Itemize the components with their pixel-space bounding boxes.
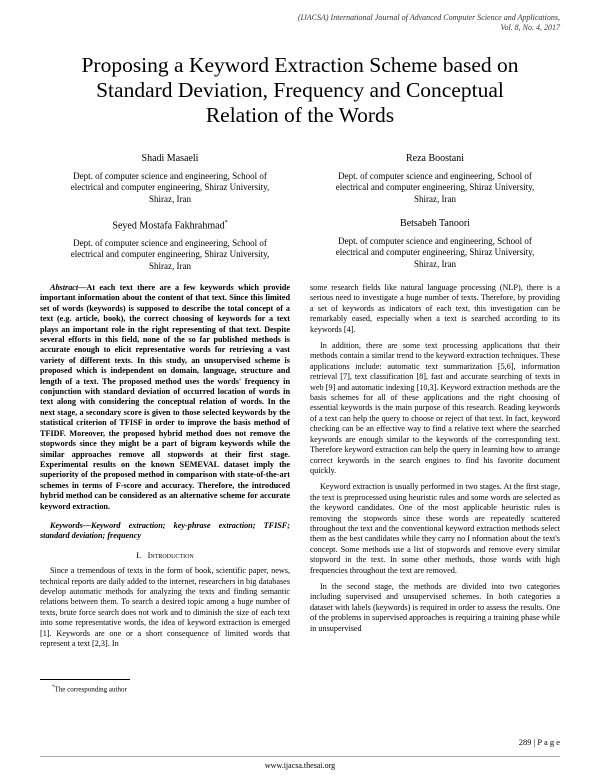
author-block-2 <box>305 153 565 205</box>
paper-title <box>40 53 560 128</box>
footnote <box>52 685 127 693</box>
journal-volume: Vol. 8, No. 4, 2017 <box>500 23 560 32</box>
journal-name: (IJACSA) International Journal of Advanced Computer Science and Applications, <box>297 13 560 22</box>
author-affiliation: electrical and computer engineering, Shiraz University, <box>335 247 535 257</box>
author-affiliation: electrical and computer engineering, Shiraz University, <box>70 182 270 192</box>
footnote-rule <box>40 679 130 680</box>
author-block-4 <box>305 218 565 270</box>
keywords-line-1: Keywords—Keyword extraction; key-phrase extraction; TFISF; <box>50 520 290 530</box>
title-line-2: Standard Deviation, Frequency and Conceptual <box>96 78 504 102</box>
title-line-3: Relation of the Words <box>205 103 395 127</box>
body-paragraph: In addition, there are some text processing applications that their methods contain a similar trend to the keyword extraction techniques. These applications include: automatic text summarization [5,6], information retrieval [7], text classification [8], fast and accurate searching of texts in web [9] and automatic indexing [10,3]. Keyword extraction methods are the basis schemes for all of these applications and the right choosing of essential keywords is the main purpose of this research. Reading keywords of a text can help the query to choose or reject of that text. In fact, keyword checking can be an effective way to find a relative text where the searched keywords are enough similar to the keywords of the corresponding text. Therefore keyword extraction can help the query in learning how to arrange correct keywords in the search engines to find his favorite document quickly. <box>310 341 560 475</box>
title-line-1: Proposing a Keyword Extraction Scheme based on <box>81 53 519 77</box>
body-paragraph: some research fields like natural language processing (NLP), there is a serious need to investigate a huge number of texts. Therefore, by providing a set of keywords as indicators of each text, this investigation can be remarkably eased, especially when a text is searched according to its keywords [4]. <box>310 283 560 334</box>
footnote-mark: * <box>52 685 55 690</box>
author-affiliation: electrical and computer engineering, Shiraz University, <box>335 182 535 192</box>
journal-url: www.ijacsa.thesai.org <box>264 761 336 770</box>
author-block-1 <box>40 153 300 205</box>
journal-header <box>298 13 560 33</box>
body-paragraph: Keyword extraction is usually performed in two stages. At the first stage, the text is preprocessed using heuristic rules and some words are selected as the keyword candidates. One of the most applicable heuristic rules is removing the stopwords since these words are repeatedly scattered throughout the text and the conventional keyword extraction methods select them as the best candidates while they carry no I nformation about the text's concept. Some methods use a list of stopwords and remove every similar stopword in the text. In some other methods, those words with high frequencies throughout the text are removed. <box>310 482 560 575</box>
intro-paragraph: Since a tremendous of texts in the form of book, scientific paper, news, technical reports are daily added to the internet, researchers in big databases develop automatic methods for analyzing the texts and finding semantic relations between them. To search a desired topic among a huge number of texts, brute force search does not work and to diminish the size of each text into some representative words, the idea of keyword extraction is emerged [1]. Keywords are one or a short consequence of limited words that represent a text [2,3]. In <box>40 566 290 648</box>
footer-rule <box>40 756 560 757</box>
author-affiliation: Dept. of computer science and engineering, School of <box>338 170 532 181</box>
corresponding-mark: * <box>224 220 228 226</box>
keywords-line-2: standard deviation; frequency <box>40 531 141 541</box>
author-affiliation: Shiraz, Iran <box>414 193 456 204</box>
abstract-label: Abstract <box>50 283 79 292</box>
page-number: 289 | P a g e <box>518 737 560 747</box>
author-affiliation: Dept. of computer science and engineering, School of <box>73 170 267 181</box>
left-column <box>40 283 290 649</box>
author-affiliation: Shiraz, Iran <box>149 260 191 271</box>
author-name-text: Seyed Mostafa Fakhrahmad <box>112 220 225 232</box>
author-block-3 <box>40 218 300 272</box>
keywords <box>40 521 290 542</box>
footnote-text: The corresponding author <box>54 685 127 694</box>
author-affiliation: Shiraz, Iran <box>149 193 191 204</box>
abstract <box>40 283 290 512</box>
author-name <box>40 218 300 232</box>
abstract-text: —At each text there are a few keywords which provide important information about the content of that text. Since this limited set of words (keywords) is supposed to describe the total concept of a text (e.g. article, book), the correct choosing of keywords for a text plays an important role in the right representing of that text. Despite several efforts in this field, none of the so far published methods is accurate enough to elicit representative words for retrieving a vast variety of different texts. In this study, an unsupervised scheme is proposed which is independent on domain, language, structure and length of a text. The proposed method uses the words' frequency in conjunction with standard deviation of occurred location of words in text along with considering the conceptual relation of words. In the next stage, a secondary score is given to those selected keywords by the statistical criterion of TFISF in order to improve the basis method of TFIDF. Moreover, the proposed hybrid method does not remove the stopwords since they might be a part of bigram keywords while the similar approaches remove all stopwords at their first stage. Experimental results on the known SEMEVAL dataset imply the superiority of the proposed method in comparison with state-of-the-art schemes in terms of F-score and accuracy. Therefore, the introduced hybrid method can be considered as an alternative scheme for accurate keyword extraction. <box>40 283 290 511</box>
section-title: Introduction <box>147 549 194 560</box>
author-affiliation: Dept. of computer science and engineering, School of <box>73 237 267 248</box>
author-name: Shadi Masaeli <box>141 153 199 164</box>
author-name: Reza Boostani <box>405 153 465 164</box>
author-affiliation: Dept. of computer science and engineering, School of <box>338 235 532 246</box>
author-affiliation: Shiraz, Iran <box>414 258 456 269</box>
author-name: Betsabeh Tanoori <box>400 218 470 229</box>
author-affiliation: electrical and computer engineering, Shiraz University, <box>70 249 270 260</box>
section-heading <box>40 550 290 560</box>
body-paragraph: In the second stage, the methods are divided into two categories including supervised and unsupervised schemes. In both categories a dataset with labels (keywords) is required in order to assess the results. One of the problems in supervised approaches is requiring a training phase while in unsupervised <box>310 581 560 633</box>
section-number: I. <box>136 549 142 560</box>
right-column <box>310 283 560 634</box>
